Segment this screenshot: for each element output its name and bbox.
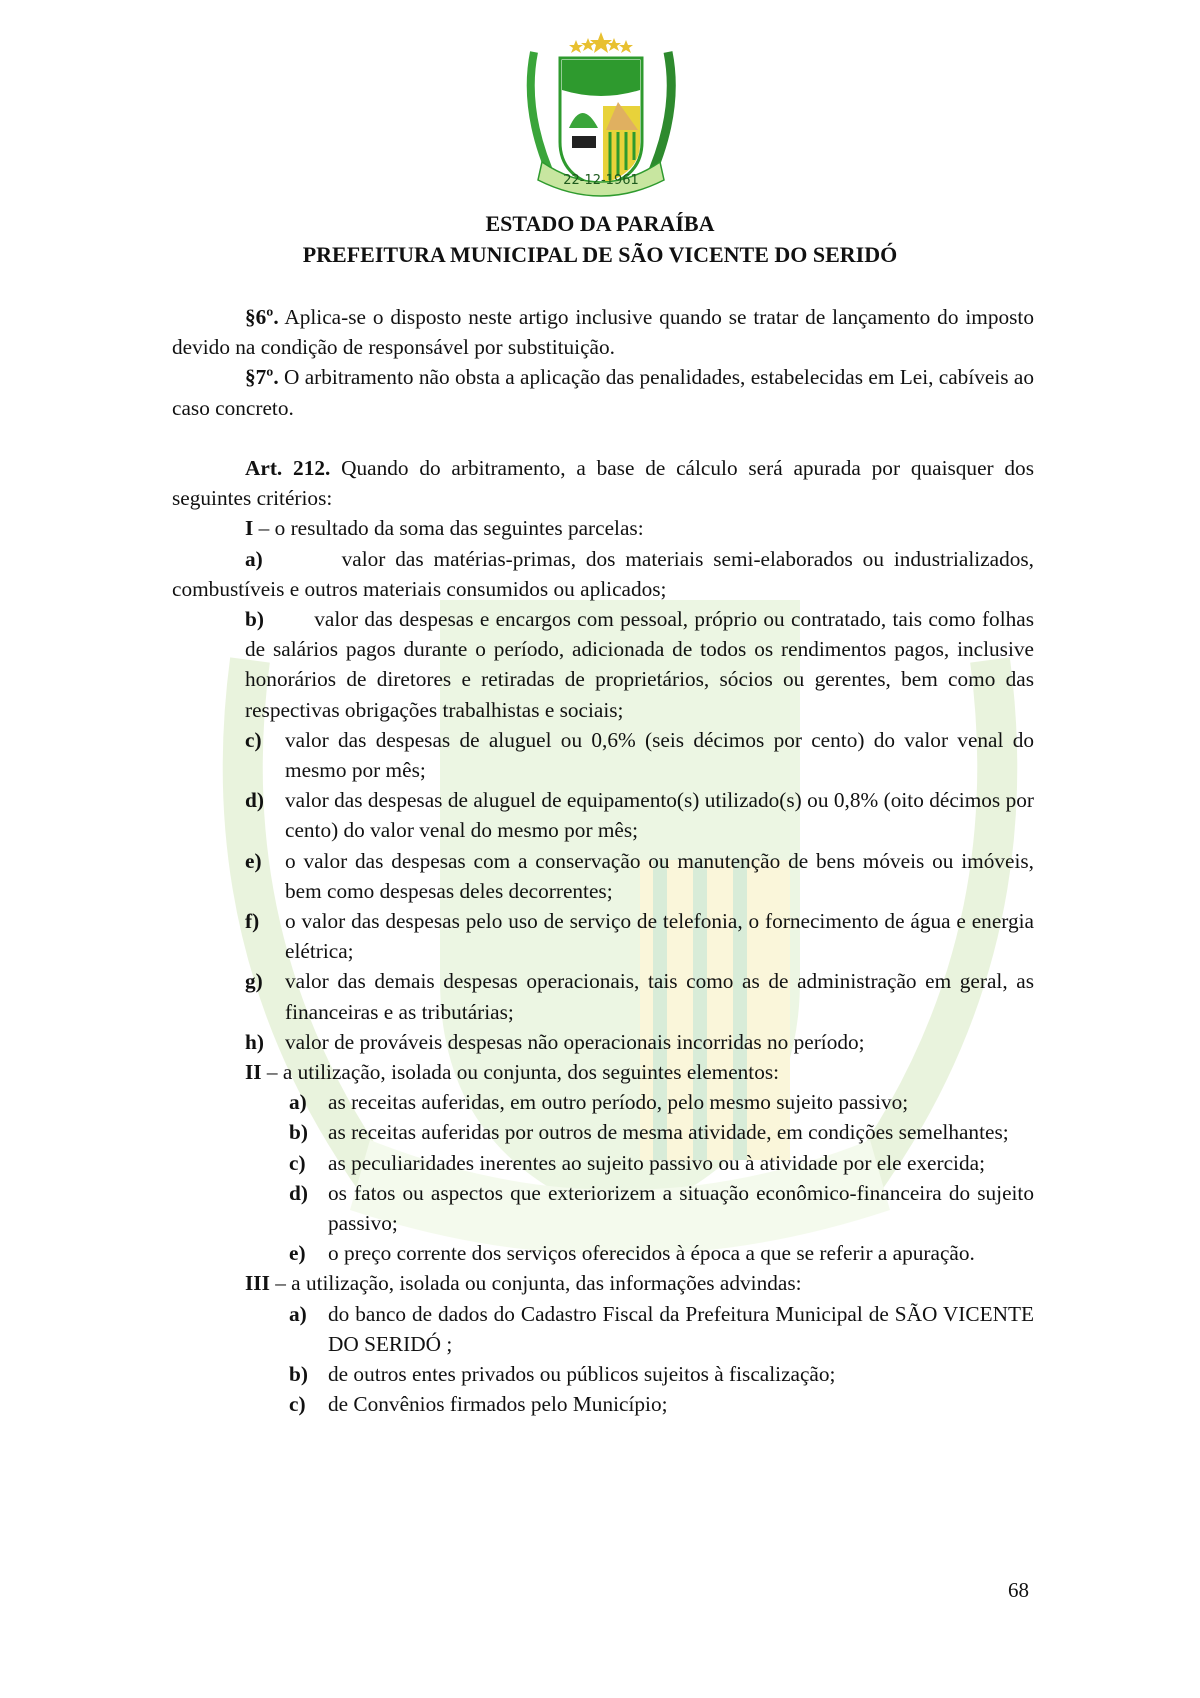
item-label: a) [289,1301,307,1326]
item-text: as peculiaridades inerentes ao sujeito passivo ou à atividade por ele exercida; [328,1150,985,1175]
clause-III: III – a utilização, isolada ou conjunta, das informações advindas: [245,1271,802,1296]
item-label: c) [289,1392,306,1417]
item-text: o valor das despesas pelo uso de serviço de telefonia, o fornecimento de água e energia elétrica; [285,909,1034,964]
item-label: d) [289,1180,308,1205]
state-title: ESTADO DA PARAÍBA [485,211,715,236]
list-item [172,725,1034,785]
list-item [172,785,1034,845]
item-text: de outros entes privados ou públicos sujeitos à fiscalização; [328,1362,836,1387]
paragraph-6: §6º. Aplica-se o disposto neste artigo inclusive quando se tratar de lançamento do imposto devido na condição de responsável por substituição. [172,305,1034,360]
list-item [172,1087,1034,1117]
item-label: d) [245,788,264,813]
item-text: do banco de dados do Cadastro Fiscal da Prefeitura Municipal de SÃO VICENTE DO SERIDÓ ; [328,1301,1034,1356]
item-text: as receitas auferidas por outros de mesma atividade, em condições semelhantes; [328,1120,1009,1145]
item-text: o valor das despesas com a conservação ou manutenção de bens móveis ou imóveis, bem como despesas deles decorrentes; [285,848,1034,903]
paragraph-7: §7º. O arbitramento não obsta a aplicação das penalidades, estabelecidas em Lei, cabíveis ao caso concreto. [172,365,1034,420]
municipal-crest-logo [514,32,688,198]
list-item [172,1299,1034,1359]
item-text: os fatos ou aspectos que exteriorizem a situação econômico-financeira do sujeito passivo; [328,1180,1034,1236]
list-item [172,846,1034,906]
item-label: b) [289,1362,308,1387]
item-text: de Convênios firmados pelo Município; [328,1392,668,1417]
page-number: 68 [1008,1578,1029,1602]
document-body [172,302,1034,1420]
list-item [172,1117,1034,1147]
list-item [172,1389,1034,1419]
item-label: f) [245,909,260,934]
item-label: c) [245,727,262,752]
list-item [172,1148,1034,1178]
list-item [172,1238,1034,1268]
item-label: e) [289,1241,306,1266]
item-label: h) [245,1029,264,1054]
item-label: c) [289,1150,306,1175]
item-label: g) [245,969,263,994]
clause-I-a: a) valor das matérias-primas, dos materiais semi-elaborados ou industrializados, combustíveis e outros materiais consumidos ou aplicados; [172,546,1035,601]
list-item [172,966,1034,1026]
article-212: Art. 212. Quando do arbitramento, a base de cálculo será apurada por quaisquer dos seguintes critérios: [172,456,1034,511]
clause-I: I – o resultado da soma das seguintes parcelas: [245,516,644,541]
clause-I-b: b) valor das despesas e encargos com pessoal, próprio ou contratado, tais como folhas de salários pagos durante o período, adicionada de todos os rendimentos pagos, inclusive honorários de diretores e retiradas de proprietários, sócios ou gerentes, bem como das respectivas obrigações trabalhistas e sociais; [245,607,1035,722]
list-item [172,1027,1034,1057]
item-text: valor das despesas de aluguel ou 0,6% (seis décimos por cento) do valor venal do mesmo por mês; [285,727,1034,783]
list-item [172,1178,1034,1238]
item-text: o preço corrente dos serviços oferecidos à época a que se referir a apuração. [328,1241,975,1266]
item-text: valor de prováveis despesas não operacionais incorridas no período; [285,1029,865,1054]
clause-II: II – a utilização, isolada ou conjunta, dos seguintes elementos: [245,1060,780,1085]
item-text: as receitas auferidas, em outro período, pelo mesmo sujeito passivo; [328,1090,909,1115]
municipality-title: PREFEITURA MUNICIPAL DE SÃO VICENTE DO SERIDÓ [302,242,898,267]
item-text: valor das despesas de aluguel de equipamento(s) utilizado(s) ou 0,8% (oito décimos por cento) do valor venal do mesmo por mês; [285,788,1034,843]
list-item [172,906,1034,966]
svg-text:22-12-1961: 22-12-1961 [563,173,639,188]
item-label: a) [289,1090,307,1115]
item-label: b) [289,1120,308,1145]
item-text: valor das demais despesas operacionais, tais como as de administração em geral, as financeiras e as tributárias; [285,969,1034,1024]
item-label: e) [245,848,262,873]
list-item [172,1359,1034,1389]
